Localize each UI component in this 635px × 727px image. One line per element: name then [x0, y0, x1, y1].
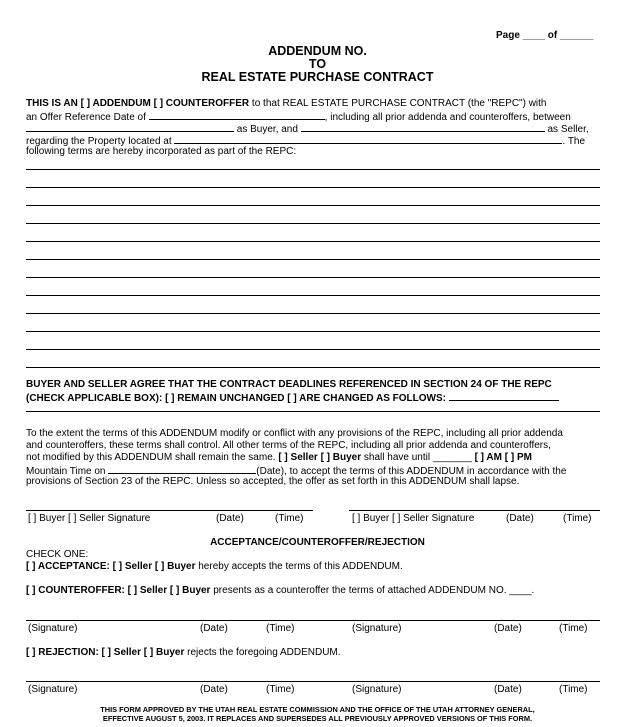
- acceptance-heading: ACCEPTANCE/COUNTEROFFER/REJECTION: [210, 537, 425, 548]
- rejection-signature-line[interactable]: [26, 681, 600, 682]
- right-party-signature-label: [ ] Buyer [ ] Seller Signature: [352, 513, 475, 524]
- intro-line-5: following terms are hereby incorporated as part of the REPC:: [26, 146, 297, 157]
- check-one-label: CHECK ONE:: [26, 549, 89, 560]
- terms-line-1: To the extent the terms of this ADDENDUM modify or conflict with any provisions of the REPC, including all prior addenda: [26, 428, 563, 439]
- acceptance-option: [26, 561, 403, 572]
- seller-name-field[interactable]: [301, 122, 545, 132]
- page-number: Page ____ of ______: [496, 30, 594, 41]
- intro-line-2-text: , including all prior addenda and counteroffers, between: [324, 112, 571, 123]
- counteroffer-option: [26, 585, 534, 596]
- terms-line[interactable]: [26, 313, 600, 314]
- terms-line[interactable]: [26, 223, 600, 224]
- deadlines-options[interactable]: (CHECK APPLICABLE BOX): [ ] REMAIN UNCHANGED [ ] ARE CHANGED AS FOLLOWS:: [26, 393, 446, 404]
- addendum-type-checkboxes[interactable]: THIS IS AN [ ] ADDENDUM [ ] COUNTEROFFER: [26, 98, 250, 109]
- title-line-3: REAL ESTATE PURCHASE CONTRACT: [201, 70, 434, 84]
- terms-line[interactable]: [26, 205, 600, 206]
- intro-line-1-text: to that REAL ESTATE PURCHASE CONTRACT (the "REPC") with: [251, 98, 547, 109]
- counteroffer-text: presents as a counteroffer the terms of attached ADDENDUM NO. ____.: [213, 585, 535, 596]
- acceptance-deadline-time[interactable]: shall have until _______: [363, 452, 472, 463]
- deadline-changes-field[interactable]: [449, 391, 559, 401]
- terms-line[interactable]: [26, 169, 600, 170]
- signature-label-2: (Signature): [352, 623, 402, 634]
- footer-line-2: EFFECTIVE AUGUST 5, 2003. IT REPLACES AND SUPERSEDES ALL PREVIOUSLY APPROVED VERSIONS OF THIS FORM.: [102, 714, 533, 723]
- time-label-3: (Time): [266, 684, 295, 695]
- intro-line-1: [26, 98, 547, 109]
- acceptance-party-checkboxes[interactable]: [ ] Seller [ ] Buyer: [278, 452, 362, 463]
- rejection-option: [26, 647, 341, 658]
- right-time-label: (Time): [563, 513, 592, 524]
- time-label-4: (Time): [559, 684, 588, 695]
- terms-line[interactable]: [26, 259, 600, 260]
- terms-line-3-text: not modified by this ADDENDUM shall remain the same.: [26, 452, 276, 463]
- terms-line[interactable]: [26, 331, 600, 332]
- time-label-2: (Time): [559, 623, 588, 634]
- terms-line[interactable]: [26, 241, 600, 242]
- terms-line-3: [26, 452, 532, 463]
- counteroffer-signature-line[interactable]: [26, 620, 600, 621]
- offeror-signature-line-left[interactable]: [26, 510, 313, 511]
- terms-line[interactable]: [26, 187, 600, 188]
- offeror-signature-line-right[interactable]: [349, 510, 600, 511]
- am-pm-checkboxes[interactable]: [ ] AM [ ] PM: [474, 452, 532, 463]
- counteroffer-checkboxes[interactable]: [ ] COUNTEROFFER: [ ] Seller [ ] Buyer: [26, 585, 211, 596]
- terms-line[interactable]: [26, 277, 600, 278]
- offer-date-label: an Offer Reference Date of: [26, 112, 146, 123]
- left-time-label: (Time): [275, 513, 304, 524]
- title-line-1: ADDENDUM NO.: [268, 44, 367, 58]
- footer-line-1: THIS FORM APPROVED BY THE UTAH REAL ESTATE COMMISSION AND THE OFFICE OF THE UTAH ATTORNEY GENERAL,: [100, 705, 535, 714]
- left-date-label: (Date): [216, 513, 244, 524]
- signature-label-4: (Signature): [352, 684, 402, 695]
- date-label-1: (Date): [200, 623, 228, 634]
- date-label-4: (Date): [494, 684, 522, 695]
- acceptance-date-field[interactable]: [108, 464, 256, 474]
- terms-line[interactable]: [26, 295, 600, 296]
- acceptance-checkboxes[interactable]: [ ] ACCEPTANCE: [ ] Seller [ ] Buyer: [26, 561, 196, 572]
- left-party-signature-label: [ ] Buyer [ ] Seller Signature: [28, 513, 151, 524]
- deadlines-line-1: BUYER AND SELLER AGREE THAT THE CONTRACT DEADLINES REFERENCED IN SECTION 24 OF THE REPC: [26, 379, 552, 390]
- terms-line-5: provisions of Section 23 of the REPC. Unless so accepted, the offer as set forth in this ADDENDUM shall lapse.: [26, 476, 520, 487]
- rejection-text: rejects the foregoing ADDENDUM.: [187, 647, 341, 658]
- signature-label-3: (Signature): [28, 684, 78, 695]
- signature-label-1: (Signature): [28, 623, 78, 634]
- buyer-name-field[interactable]: [26, 122, 234, 132]
- date-label-3: (Date): [200, 684, 228, 695]
- deadline-changes-line[interactable]: [26, 411, 600, 412]
- right-date-label: (Date): [506, 513, 534, 524]
- mountain-time-label: Mountain Time on: [26, 466, 106, 477]
- date-label-2: (Date): [494, 623, 522, 634]
- buyer-label: as Buyer, and: [236, 124, 298, 135]
- offer-reference-date-field[interactable]: [149, 110, 325, 120]
- terms-line-4-text: (Date), to accept the terms of this ADDENDUM in accordance with the: [256, 466, 567, 477]
- terms-line[interactable]: [26, 367, 600, 368]
- time-label-1: (Time): [266, 623, 295, 634]
- title-line-2: TO: [308, 57, 327, 71]
- intro-line-4-text: . The: [562, 136, 586, 147]
- rejection-checkboxes[interactable]: [ ] REJECTION: [ ] Seller [ ] Buyer: [26, 647, 185, 658]
- property-label: regarding the Property located at: [26, 136, 172, 147]
- seller-label: as Seller,: [547, 124, 589, 135]
- terms-line[interactable]: [26, 349, 600, 350]
- acceptance-text: hereby accepts the terms of this ADDENDUM.: [198, 561, 403, 572]
- property-address-field[interactable]: [174, 134, 562, 144]
- terms-line-2: and counteroffers, these terms shall control. All other terms of the REPC, including all prior addenda and counteroffers,: [26, 440, 551, 451]
- deadlines-line-2: [26, 391, 559, 404]
